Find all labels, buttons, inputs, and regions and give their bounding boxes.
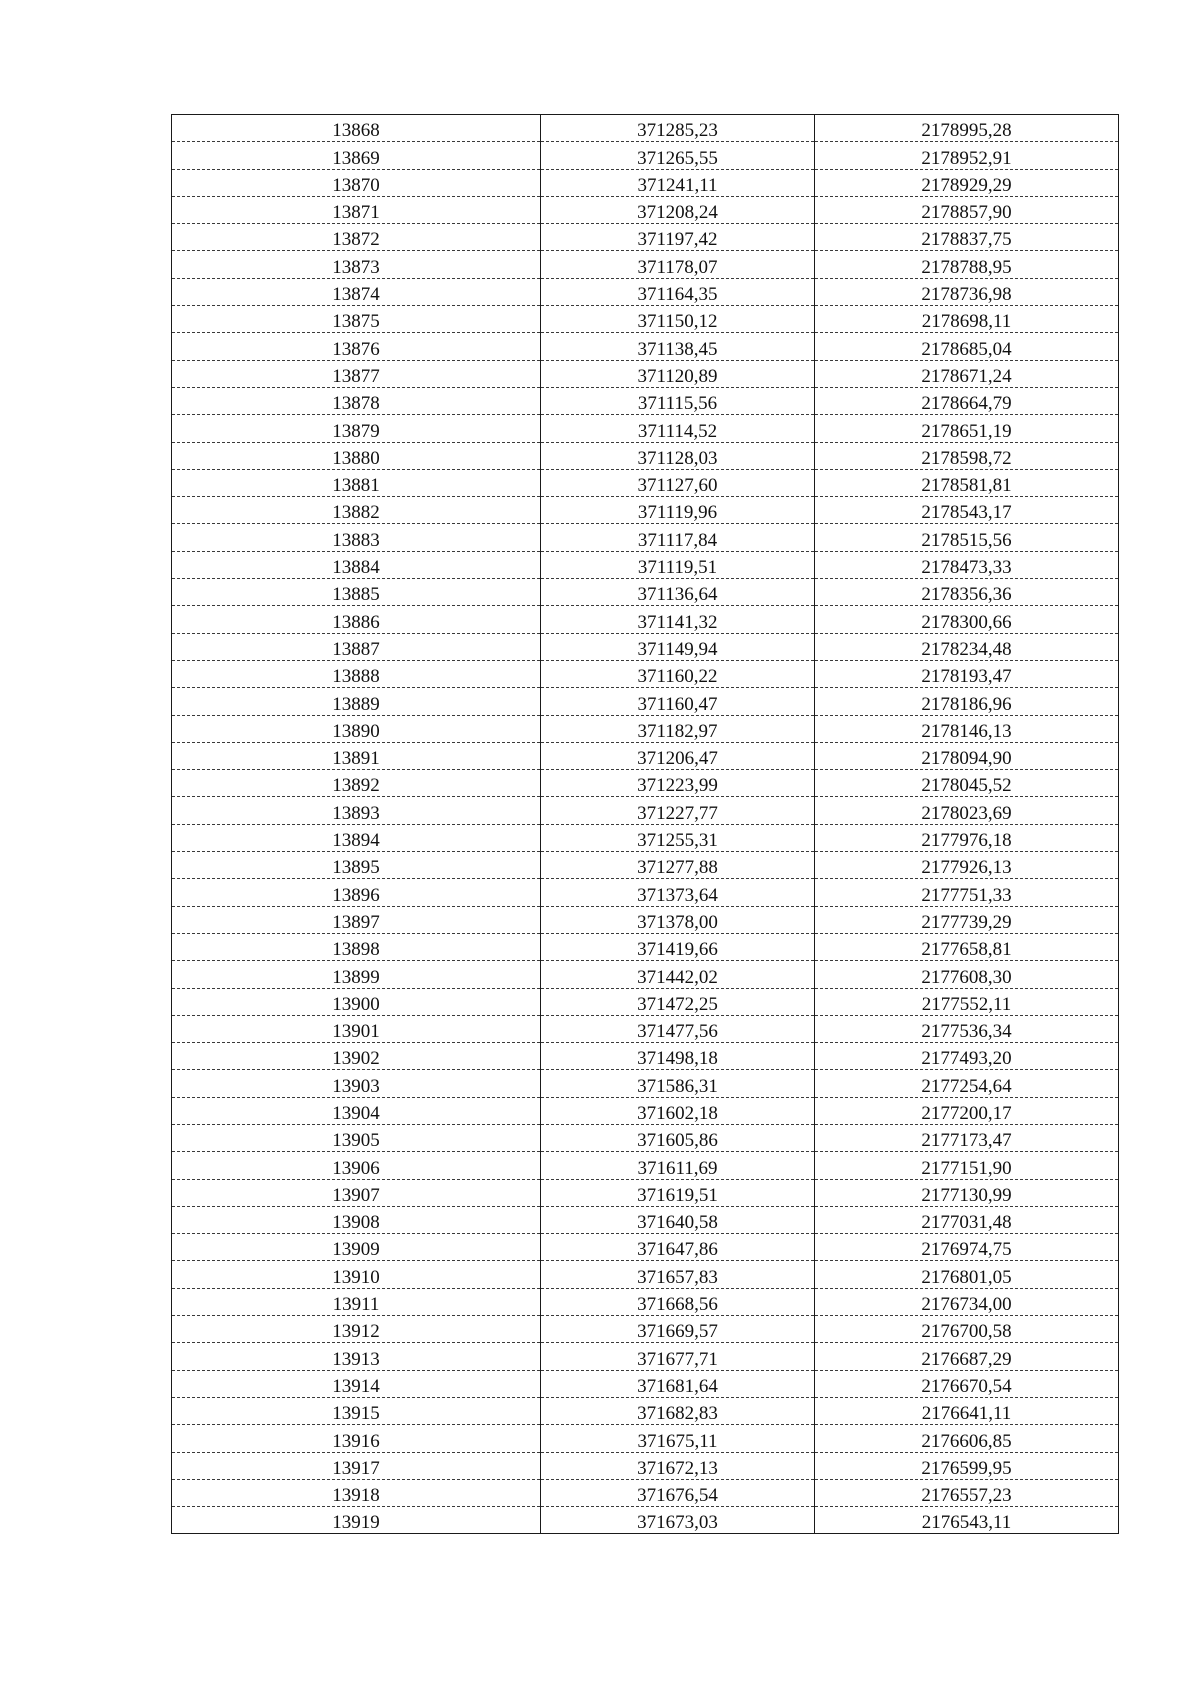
table-row	[172, 169, 1119, 196]
table-row	[172, 387, 1119, 414]
table-row	[172, 933, 1119, 960]
y-coordinate-cell: 2178952,91	[815, 142, 1119, 169]
x-coordinate-cell: 371127,60	[541, 469, 815, 496]
x-coordinate-cell: 371619,51	[541, 1179, 815, 1206]
y-coordinate-cell: 2178929,29	[815, 169, 1119, 196]
x-coordinate-cell: 371675,11	[541, 1425, 815, 1452]
point-number-cell: 13879	[172, 415, 541, 442]
y-coordinate-cell: 2178473,33	[815, 551, 1119, 578]
point-number-cell: 13869	[172, 142, 541, 169]
x-coordinate-cell: 371227,77	[541, 797, 815, 824]
point-number-cell: 13900	[172, 988, 541, 1015]
y-coordinate-cell: 2177254,64	[815, 1070, 1119, 1097]
table-row	[172, 306, 1119, 333]
table-row	[172, 906, 1119, 933]
x-coordinate-cell: 371128,03	[541, 442, 815, 469]
point-number-cell: 13895	[172, 852, 541, 879]
y-coordinate-cell: 2178664,79	[815, 387, 1119, 414]
table-row	[172, 1452, 1119, 1479]
y-coordinate-cell: 2178193,47	[815, 660, 1119, 687]
y-coordinate-cell: 2176606,85	[815, 1425, 1119, 1452]
x-coordinate-cell: 371681,64	[541, 1370, 815, 1397]
point-number-cell: 13876	[172, 333, 541, 360]
x-coordinate-cell: 371477,56	[541, 1015, 815, 1042]
y-coordinate-cell: 2177751,33	[815, 879, 1119, 906]
x-coordinate-cell: 371136,64	[541, 579, 815, 606]
y-coordinate-cell: 2178671,24	[815, 360, 1119, 387]
y-coordinate-cell: 2178857,90	[815, 196, 1119, 223]
point-number-cell: 13911	[172, 1288, 541, 1315]
x-coordinate-cell: 371682,83	[541, 1397, 815, 1424]
x-coordinate-cell: 371605,86	[541, 1124, 815, 1151]
y-coordinate-cell: 2176557,23	[815, 1479, 1119, 1506]
table-row	[172, 1015, 1119, 1042]
point-number-cell: 13886	[172, 606, 541, 633]
x-coordinate-cell: 371149,94	[541, 633, 815, 660]
y-coordinate-cell: 2176801,05	[815, 1261, 1119, 1288]
point-number-cell: 13885	[172, 579, 541, 606]
x-coordinate-cell: 371285,23	[541, 115, 815, 142]
table-row	[172, 224, 1119, 251]
y-coordinate-cell: 2177173,47	[815, 1124, 1119, 1151]
x-coordinate-cell: 371241,11	[541, 169, 815, 196]
table-row	[172, 1397, 1119, 1424]
point-number-cell: 13897	[172, 906, 541, 933]
x-coordinate-cell: 371640,58	[541, 1206, 815, 1233]
point-number-cell: 13899	[172, 961, 541, 988]
point-number-cell: 13914	[172, 1370, 541, 1397]
x-coordinate-cell: 371677,71	[541, 1343, 815, 1370]
point-number-cell: 13888	[172, 660, 541, 687]
y-coordinate-cell: 2178186,96	[815, 688, 1119, 715]
x-coordinate-cell: 371115,56	[541, 387, 815, 414]
y-coordinate-cell: 2177130,99	[815, 1179, 1119, 1206]
y-coordinate-cell: 2177493,20	[815, 1043, 1119, 1070]
point-number-cell: 13901	[172, 1015, 541, 1042]
table-row	[172, 1479, 1119, 1506]
y-coordinate-cell: 2176543,11	[815, 1507, 1119, 1534]
y-coordinate-cell: 2177031,48	[815, 1206, 1119, 1233]
x-coordinate-cell: 371602,18	[541, 1097, 815, 1124]
x-coordinate-cell: 371378,00	[541, 906, 815, 933]
point-number-cell: 13889	[172, 688, 541, 715]
x-coordinate-cell: 371498,18	[541, 1043, 815, 1070]
table-row	[172, 360, 1119, 387]
x-coordinate-cell: 371472,25	[541, 988, 815, 1015]
point-number-cell: 13890	[172, 715, 541, 742]
y-coordinate-cell: 2177976,18	[815, 824, 1119, 851]
point-number-cell: 13874	[172, 278, 541, 305]
point-number-cell: 13870	[172, 169, 541, 196]
y-coordinate-cell: 2178685,04	[815, 333, 1119, 360]
table-row	[172, 1070, 1119, 1097]
point-number-cell: 13916	[172, 1425, 541, 1452]
y-coordinate-cell: 2178515,56	[815, 524, 1119, 551]
y-coordinate-cell: 2178995,28	[815, 115, 1119, 142]
point-number-cell: 13896	[172, 879, 541, 906]
x-coordinate-cell: 371255,31	[541, 824, 815, 851]
x-coordinate-cell: 371114,52	[541, 415, 815, 442]
coordinates-table	[171, 114, 1119, 1534]
table-row	[172, 1343, 1119, 1370]
y-coordinate-cell: 2177926,13	[815, 852, 1119, 879]
y-coordinate-cell: 2176700,58	[815, 1316, 1119, 1343]
table-row	[172, 961, 1119, 988]
x-coordinate-cell: 371586,31	[541, 1070, 815, 1097]
x-coordinate-cell: 371120,89	[541, 360, 815, 387]
point-number-cell: 13907	[172, 1179, 541, 1206]
x-coordinate-cell: 371419,66	[541, 933, 815, 960]
y-coordinate-cell: 2176734,00	[815, 1288, 1119, 1315]
point-number-cell: 13898	[172, 933, 541, 960]
point-number-cell: 13883	[172, 524, 541, 551]
x-coordinate-cell: 371119,51	[541, 551, 815, 578]
x-coordinate-cell: 371647,86	[541, 1234, 815, 1261]
table-row	[172, 1152, 1119, 1179]
point-number-cell: 13919	[172, 1507, 541, 1534]
x-coordinate-cell: 371208,24	[541, 196, 815, 223]
y-coordinate-cell: 2178023,69	[815, 797, 1119, 824]
y-coordinate-cell: 2176641,11	[815, 1397, 1119, 1424]
table-row	[172, 1370, 1119, 1397]
table-row	[172, 251, 1119, 278]
x-coordinate-cell: 371197,42	[541, 224, 815, 251]
table-row	[172, 1124, 1119, 1151]
x-coordinate-cell: 371182,97	[541, 715, 815, 742]
y-coordinate-cell: 2178543,17	[815, 497, 1119, 524]
table-row	[172, 1316, 1119, 1343]
y-coordinate-cell: 2176974,75	[815, 1234, 1119, 1261]
point-number-cell: 13884	[172, 551, 541, 578]
x-coordinate-cell: 371206,47	[541, 742, 815, 769]
point-number-cell: 13882	[172, 497, 541, 524]
x-coordinate-cell: 371669,57	[541, 1316, 815, 1343]
y-coordinate-cell: 2177151,90	[815, 1152, 1119, 1179]
y-coordinate-cell: 2178837,75	[815, 224, 1119, 251]
y-coordinate-cell: 2176687,29	[815, 1343, 1119, 1370]
table-row	[172, 579, 1119, 606]
y-coordinate-cell: 2178234,48	[815, 633, 1119, 660]
y-coordinate-cell: 2176670,54	[815, 1370, 1119, 1397]
x-coordinate-cell: 371223,99	[541, 770, 815, 797]
y-coordinate-cell: 2178598,72	[815, 442, 1119, 469]
table-row	[172, 715, 1119, 742]
point-number-cell: 13908	[172, 1206, 541, 1233]
point-number-cell: 13872	[172, 224, 541, 251]
table-row	[172, 524, 1119, 551]
x-coordinate-cell: 371676,54	[541, 1479, 815, 1506]
table-row	[172, 442, 1119, 469]
y-coordinate-cell: 2177739,29	[815, 906, 1119, 933]
point-number-cell: 13904	[172, 1097, 541, 1124]
table-row	[172, 879, 1119, 906]
point-number-cell: 13877	[172, 360, 541, 387]
point-number-cell: 13880	[172, 442, 541, 469]
x-coordinate-cell: 371150,12	[541, 306, 815, 333]
table-row	[172, 988, 1119, 1015]
x-coordinate-cell: 371668,56	[541, 1288, 815, 1315]
y-coordinate-cell: 2176599,95	[815, 1452, 1119, 1479]
table-row	[172, 1234, 1119, 1261]
x-coordinate-cell: 371160,47	[541, 688, 815, 715]
x-coordinate-cell: 371164,35	[541, 278, 815, 305]
table-row	[172, 797, 1119, 824]
x-coordinate-cell: 371141,32	[541, 606, 815, 633]
x-coordinate-cell: 371277,88	[541, 852, 815, 879]
y-coordinate-cell: 2177608,30	[815, 961, 1119, 988]
point-number-cell: 13871	[172, 196, 541, 223]
table-row	[172, 824, 1119, 851]
y-coordinate-cell: 2178736,98	[815, 278, 1119, 305]
point-number-cell: 13917	[172, 1452, 541, 1479]
table-row	[172, 1206, 1119, 1233]
x-coordinate-cell: 371373,64	[541, 879, 815, 906]
table-row	[172, 333, 1119, 360]
table-row	[172, 1179, 1119, 1206]
point-number-cell: 13893	[172, 797, 541, 824]
x-coordinate-cell: 371265,55	[541, 142, 815, 169]
point-number-cell: 13905	[172, 1124, 541, 1151]
point-number-cell: 13878	[172, 387, 541, 414]
table-row	[172, 1288, 1119, 1315]
x-coordinate-cell: 371673,03	[541, 1507, 815, 1534]
table-row	[172, 660, 1119, 687]
table-row	[172, 1043, 1119, 1070]
coordinates-table-body	[172, 115, 1119, 1534]
y-coordinate-cell: 2178698,11	[815, 306, 1119, 333]
point-number-cell: 13881	[172, 469, 541, 496]
y-coordinate-cell: 2177536,34	[815, 1015, 1119, 1042]
point-number-cell: 13912	[172, 1316, 541, 1343]
y-coordinate-cell: 2178094,90	[815, 742, 1119, 769]
point-number-cell: 13902	[172, 1043, 541, 1070]
point-number-cell: 13891	[172, 742, 541, 769]
y-coordinate-cell: 2178045,52	[815, 770, 1119, 797]
table-row	[172, 1507, 1119, 1534]
y-coordinate-cell: 2177658,81	[815, 933, 1119, 960]
table-row	[172, 688, 1119, 715]
point-number-cell: 13873	[172, 251, 541, 278]
x-coordinate-cell: 371657,83	[541, 1261, 815, 1288]
x-coordinate-cell: 371672,13	[541, 1452, 815, 1479]
table-row	[172, 142, 1119, 169]
point-number-cell: 13918	[172, 1479, 541, 1506]
point-number-cell: 13913	[172, 1343, 541, 1370]
table-row	[172, 770, 1119, 797]
y-coordinate-cell: 2178788,95	[815, 251, 1119, 278]
table-row	[172, 469, 1119, 496]
table-row	[172, 1425, 1119, 1452]
table-row	[172, 852, 1119, 879]
point-number-cell: 13892	[172, 770, 541, 797]
point-number-cell: 13915	[172, 1397, 541, 1424]
x-coordinate-cell: 371119,96	[541, 497, 815, 524]
table-row	[172, 278, 1119, 305]
point-number-cell: 13903	[172, 1070, 541, 1097]
point-number-cell: 13909	[172, 1234, 541, 1261]
y-coordinate-cell: 2177200,17	[815, 1097, 1119, 1124]
point-number-cell: 13910	[172, 1261, 541, 1288]
x-coordinate-cell: 371442,02	[541, 961, 815, 988]
x-coordinate-cell: 371178,07	[541, 251, 815, 278]
x-coordinate-cell: 371611,69	[541, 1152, 815, 1179]
table-row	[172, 606, 1119, 633]
y-coordinate-cell: 2178581,81	[815, 469, 1119, 496]
point-number-cell: 13894	[172, 824, 541, 851]
table-row	[172, 415, 1119, 442]
point-number-cell: 13906	[172, 1152, 541, 1179]
table-row	[172, 1261, 1119, 1288]
table-row	[172, 633, 1119, 660]
table-row	[172, 742, 1119, 769]
x-coordinate-cell: 371138,45	[541, 333, 815, 360]
x-coordinate-cell: 371117,84	[541, 524, 815, 551]
table-row	[172, 551, 1119, 578]
point-number-cell: 13887	[172, 633, 541, 660]
y-coordinate-cell: 2178146,13	[815, 715, 1119, 742]
table-row	[172, 1097, 1119, 1124]
table-row	[172, 497, 1119, 524]
point-number-cell: 13875	[172, 306, 541, 333]
point-number-cell: 13868	[172, 115, 541, 142]
y-coordinate-cell: 2177552,11	[815, 988, 1119, 1015]
y-coordinate-cell: 2178651,19	[815, 415, 1119, 442]
table-row	[172, 196, 1119, 223]
y-coordinate-cell: 2178356,36	[815, 579, 1119, 606]
x-coordinate-cell: 371160,22	[541, 660, 815, 687]
table-row	[172, 115, 1119, 142]
y-coordinate-cell: 2178300,66	[815, 606, 1119, 633]
